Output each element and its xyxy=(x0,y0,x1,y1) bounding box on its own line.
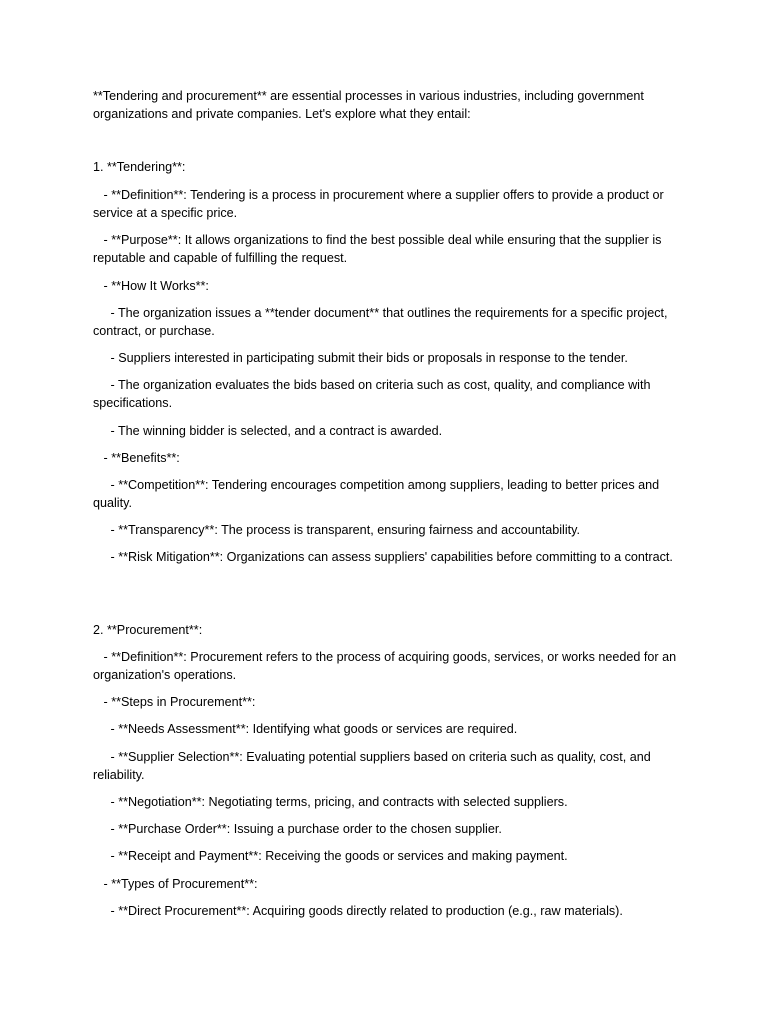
how-step-award-contract: - The winning bidder is selected, and a contract is awarded. xyxy=(93,424,443,438)
step-supplier-selection: - **Supplier Selection**: Evaluating potential suppliers based on criteria such as quality, cost, and reliability. xyxy=(93,750,655,782)
procurement-steps: - **Steps in Procurement**: xyxy=(93,695,256,709)
how-step-evaluate-bids: - The organization evaluates the bids based on criteria such as cost, quality, and compliance with specifications. xyxy=(93,378,654,410)
step-needs-assessment: - **Needs Assessment**: Identifying what goods or services are required. xyxy=(93,722,518,736)
procurement-definition: - **Definition**: Procurement refers to the process of acquiring goods, services, or works needed for an organization's operations. xyxy=(93,650,680,682)
step-negotiation: - **Negotiation**: Negotiating terms, pricing, and contracts with selected suppliers. xyxy=(93,795,568,809)
tendering-definition: - **Definition**: Tendering is a process in procurement where a supplier offers to provide a product or service at a specific price. xyxy=(93,188,668,220)
intro-paragraph: **Tendering and procurement** are essential processes in various industries, including government organizations and private companies. Let's explore what they entail: xyxy=(93,89,648,121)
heading-procurement: 2. **Procurement**: xyxy=(93,623,203,637)
type-direct-procurement: - **Direct Procurement**: Acquiring goods directly related to production (e.g., raw materials). xyxy=(93,904,623,918)
procurement-types: - **Types of Procurement**: xyxy=(93,877,258,891)
tendering-how-it-works: - **How It Works**: xyxy=(93,279,209,293)
step-purchase-order: - **Purchase Order**: Issuing a purchase order to the chosen supplier. xyxy=(93,822,502,836)
how-step-issue-tender: - The organization issues a **tender document** that outlines the requirements for a specific project, contract, or purchase. xyxy=(93,306,671,338)
benefit-transparency: - **Transparency**: The process is transparent, ensuring fairness and accountability. xyxy=(93,523,580,537)
tendering-benefits: - **Benefits**: xyxy=(93,451,180,465)
tendering-purpose: - **Purpose**: It allows organizations to find the best possible deal while ensuring that the supplier is reputable and capable of fulfilling the request. xyxy=(93,233,665,265)
benefit-competition: - **Competition**: Tendering encourages competition among suppliers, leading to better prices and quality. xyxy=(93,478,663,510)
benefit-risk-mitigation: - **Risk Mitigation**: Organizations can assess suppliers' capabilities before committing to a contract. xyxy=(93,550,673,564)
step-receipt-and-payment: - **Receipt and Payment**: Receiving the goods or services and making payment. xyxy=(93,849,568,863)
heading-tendering: 1. **Tendering**: xyxy=(93,160,186,174)
how-step-submit-bids: - Suppliers interested in participating submit their bids or proposals in response to the tender. xyxy=(93,351,628,365)
